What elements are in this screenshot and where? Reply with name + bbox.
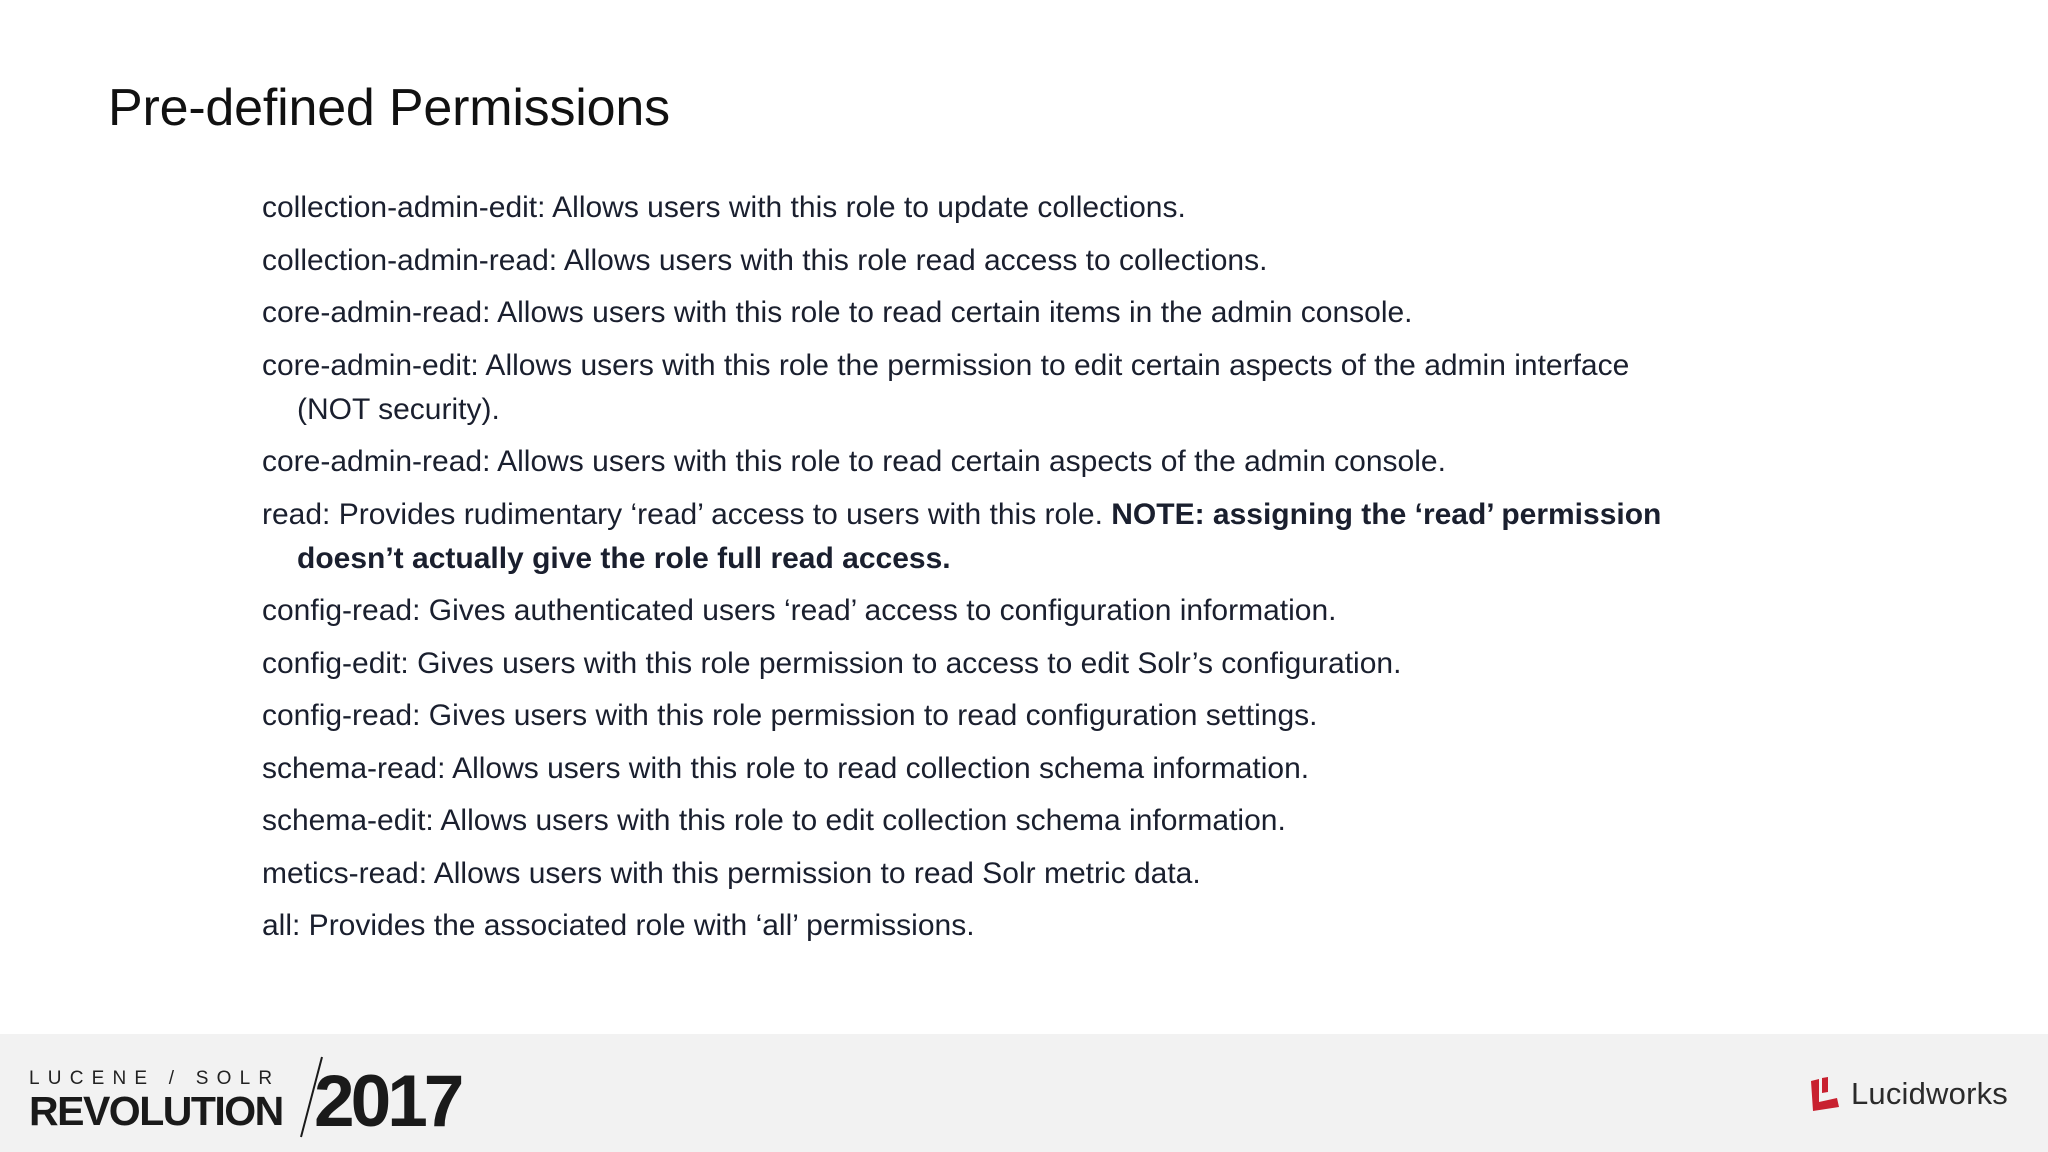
brand-big-text: REVOLUTION bbox=[29, 1088, 283, 1134]
permission-item bbox=[262, 291, 1662, 335]
brand-small-text: LUCENE / SOLR bbox=[29, 1068, 281, 1089]
permission-item bbox=[262, 852, 1662, 896]
permission-item bbox=[262, 799, 1662, 843]
permission-text: collection-admin-edit: Allows users with this role to update collections. bbox=[262, 191, 1186, 224]
permission-item bbox=[262, 344, 1662, 432]
permission-item bbox=[262, 747, 1662, 791]
permission-text: config-read: Gives users with this role permission to read configuration settings. bbox=[262, 699, 1318, 732]
permission-text: read: Provides rudimentary ‘read’ access to users with this role. bbox=[262, 497, 1112, 531]
lucidworks-logo-icon bbox=[1808, 1077, 1840, 1111]
lucene-solr-revolution-logo bbox=[29, 1056, 469, 1142]
permission-item bbox=[262, 694, 1662, 738]
permission-list bbox=[262, 186, 1662, 957]
permission-text: all: Provides the associated role with ‘all’ permissions. bbox=[262, 909, 975, 942]
permission-item bbox=[262, 642, 1662, 686]
permission-item bbox=[262, 239, 1662, 283]
permission-item bbox=[262, 440, 1662, 484]
permission-item bbox=[262, 904, 1662, 948]
lucidworks-logo bbox=[1808, 1074, 2008, 1114]
permission-text: metics-read: Allows users with this permission to read Solr metric data. bbox=[262, 856, 1201, 890]
permission-note: NOTE: assigning the ‘read’ permission doesn’t actually give the role full read access. bbox=[297, 497, 1662, 575]
permission-item bbox=[262, 589, 1662, 633]
permission-text: config-edit: Gives users with this role permission to access to edit Solr’s configuration. bbox=[262, 646, 1402, 680]
slide-title: Pre-defined Permissions bbox=[108, 79, 670, 137]
permission-text: config-read: Gives authenticated users ‘read’ access to configuration information. bbox=[262, 594, 1337, 627]
company-name: Lucidworks bbox=[1850, 1076, 2008, 1111]
permission-text: schema-read: Allows users with this role to read collection schema information. bbox=[262, 751, 1310, 785]
permission-text: schema-edit: Allows users with this role to edit collection schema information. bbox=[262, 804, 1286, 837]
brand-year-text: 2017 bbox=[314, 1061, 461, 1142]
permission-text: core-admin-edit: Allows users with this role the permission to edit certain aspects of the admin interface (NOT security). bbox=[262, 348, 1630, 426]
permission-text: collection-admin-read: Allows users with this role read access to collections. bbox=[262, 243, 1268, 277]
permission-text: core-admin-read: Allows users with this role to read certain aspects of the admin console. bbox=[262, 445, 1446, 478]
permission-item bbox=[262, 186, 1662, 230]
permission-text: core-admin-read: Allows users with this role to read certain items in the admin console. bbox=[262, 296, 1413, 329]
permission-item bbox=[262, 493, 1662, 581]
